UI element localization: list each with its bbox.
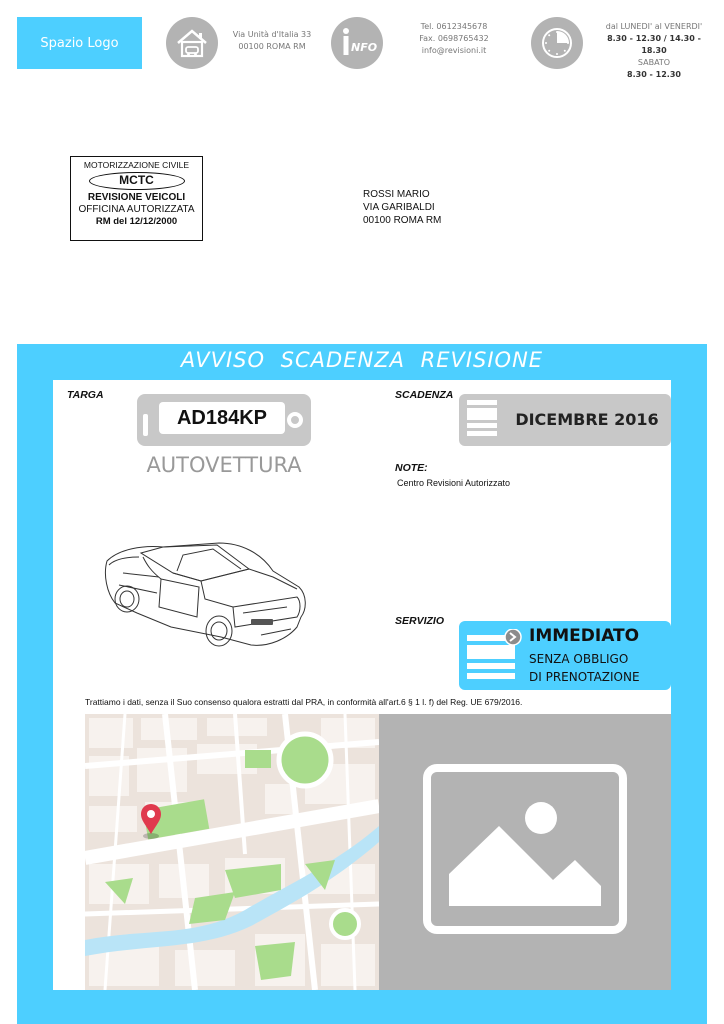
expiry-box [459, 394, 671, 446]
vehicle-type: AUTOVETTURA [146, 453, 302, 477]
service-label: SERVIZIO [395, 615, 445, 627]
notice-title: AVVISO SCADENZA REVISIONE [180, 348, 544, 372]
image-placeholder [379, 714, 671, 990]
info-icon [331, 17, 383, 69]
map-graphic [85, 714, 379, 990]
plate-number: AD184KP [159, 402, 285, 434]
clock-icon [531, 17, 583, 69]
expiry-label: SCADENZA [395, 389, 454, 401]
svg-text:NFO: NFO [351, 41, 378, 54]
image-icon [423, 764, 627, 934]
plate-knob-decoration [287, 412, 303, 428]
logo-text: Spazio Logo [40, 35, 119, 51]
privacy-note: Trattiamo i dati, senza il Suo consenso qualora estratti dal PRA, in conformità all'art.6 § 1 l. f) del Reg. UE 679/2016. [85, 697, 523, 707]
service-list-icon [467, 629, 527, 683]
notes-label: NOTE: [395, 462, 428, 474]
expiry-value: DICEMBRE 2016 [515, 410, 659, 429]
mctc-stamp: MOTORIZZAZIONE CIVILE MCTC REVISIONE VEICOLI OFFICINA AUTORIZZATA RM del 12/12/2000 [70, 156, 203, 241]
license-plate [137, 394, 311, 446]
house-icon [166, 17, 218, 69]
plate-bar-decoration [143, 414, 148, 436]
service-box [459, 621, 671, 690]
header-contacts: Tel. 0612345678 Fax. 0698765432 info@revisioni.it [419, 22, 489, 55]
header-address: Via Unità d'Italia 33 00100 ROMA RM [232, 30, 312, 51]
notice-card [53, 380, 671, 990]
service-title: IMMEDIATO [529, 626, 640, 646]
notes-text: Centro Revisioni Autorizzato [397, 478, 511, 488]
map [85, 714, 379, 990]
recipient-address: ROSSI MARIO VIA GARIBALDI 00100 ROMA RM [363, 189, 442, 226]
header-hours: dal LUNEDI' al VENERDI' 8.30 - 12.30 / 14.30 - 18.30 SABATO 8.30 - 12.30 [605, 22, 703, 79]
service-subtitle: SENZA OBBLIGO DI PRENOTAZIONE [529, 652, 640, 684]
logo-box [17, 17, 142, 69]
notice-panel [17, 344, 707, 1024]
list-icon [467, 400, 511, 442]
car-illustration [101, 535, 309, 657]
plate-label: TARGA [67, 389, 104, 401]
